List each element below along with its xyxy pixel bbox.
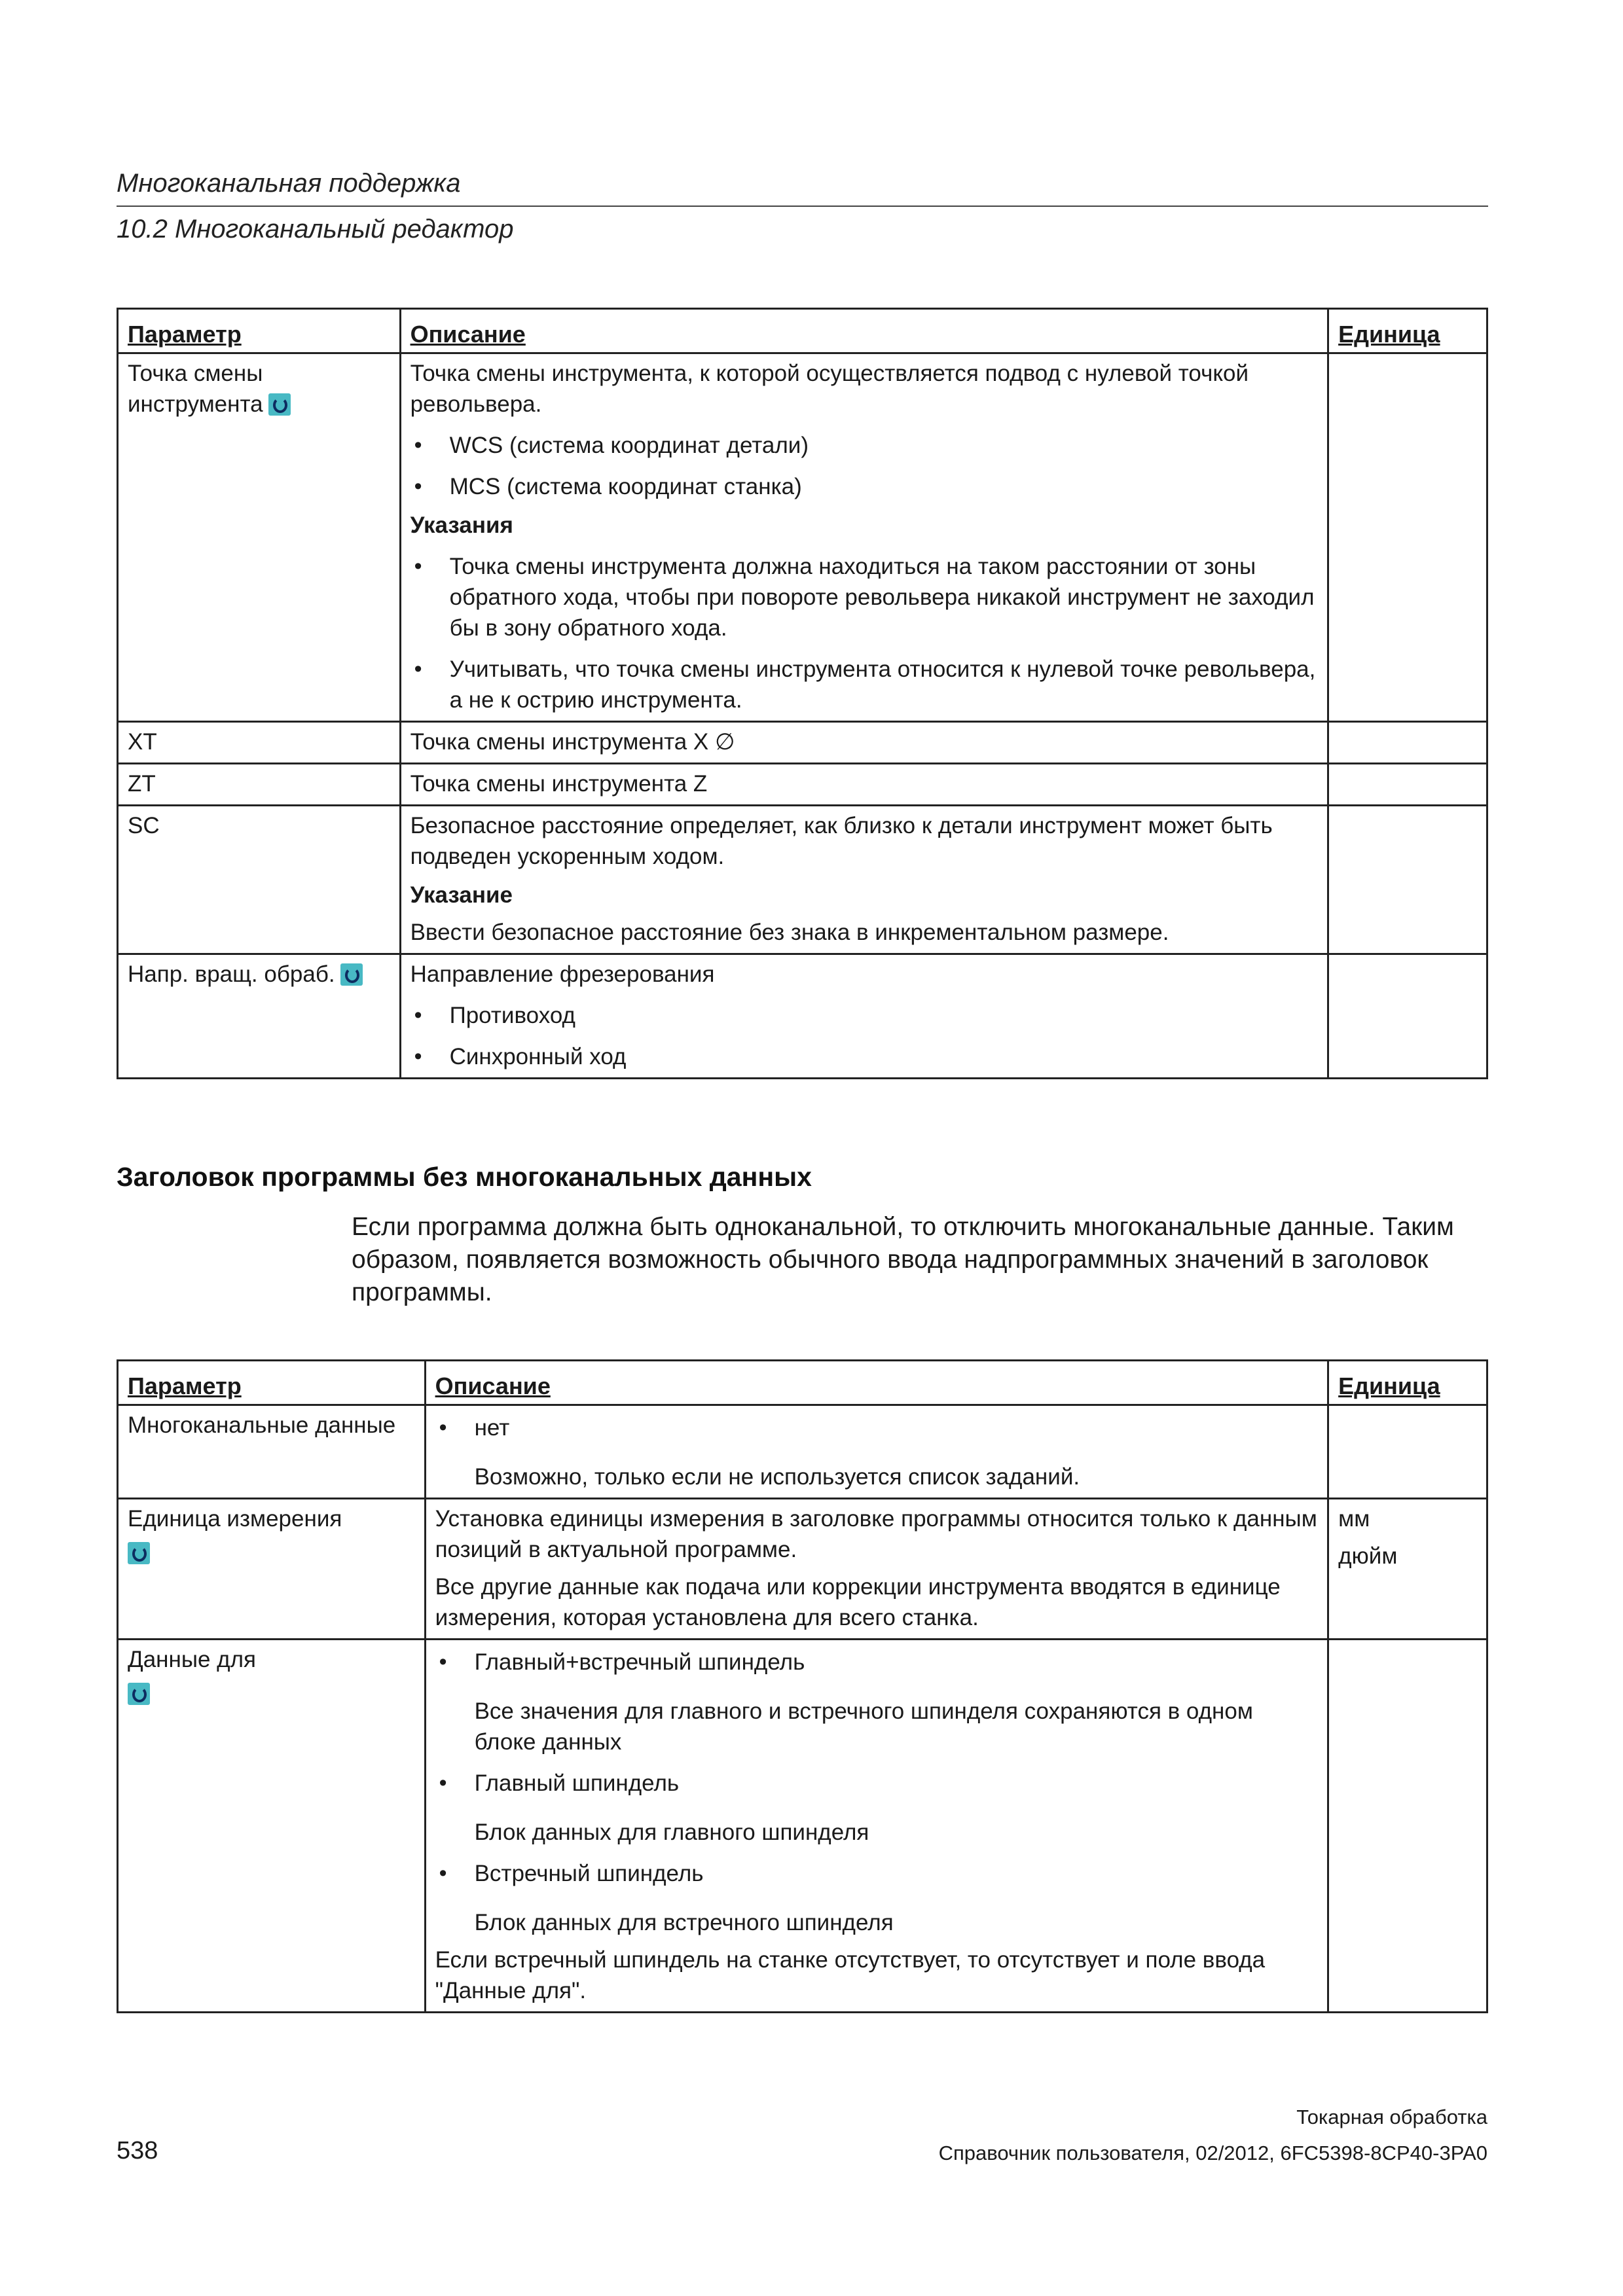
- list-item-text: Учитывать, что точка смены инструмента относится к нулевой точке револьвера, а не к острию инструмента.: [449, 656, 1316, 713]
- desc-text: Безопасное расстояние определяет, как близко к детали инструмент может быть подведен ускоренным ходом.: [410, 813, 1273, 869]
- desc-text: Установка единицы измерения в заголовке программы относится только к данным позиций в актуальной программе.: [435, 1506, 1317, 1562]
- table-row: [118, 1640, 1487, 2013]
- param-cell: ZT: [118, 764, 401, 806]
- toggle-icon[interactable]: [128, 1683, 150, 1705]
- bullet-icon: •: [439, 1861, 447, 1886]
- bullet-icon: •: [414, 554, 422, 579]
- desc-cell: [400, 353, 1328, 722]
- desc-cell: [425, 1405, 1328, 1499]
- list-item-text: нет: [474, 1415, 510, 1441]
- desc-text: Точка смены инструмента, к которой осуществляется подвод с нулевой точкой револьвера.: [410, 361, 1249, 417]
- table-row: [118, 954, 1487, 1079]
- sub-text: Блок данных для главного шпинделя: [474, 1820, 869, 1845]
- header-rule: [117, 206, 1488, 207]
- note-text: Ввести безопасное расстояние без знака в инкрементальном размере.: [410, 920, 1169, 945]
- table-row: [118, 806, 1487, 954]
- list-item-text: Главный+встречный шпиндель: [474, 1649, 805, 1675]
- footer-reference: Справочник пользователя, 02/2012, 6FC5398-8CP40-3PA0: [938, 2142, 1487, 2164]
- parameter-table-1: [117, 308, 1488, 1079]
- table-header-row: [118, 1361, 1487, 1405]
- unit-cell: [1328, 764, 1487, 806]
- param-name: Напр. вращ. обраб.: [128, 961, 335, 987]
- header-param: Параметр: [118, 1361, 426, 1405]
- header-param: Параметр: [118, 309, 401, 353]
- param-name: Данные для: [128, 1647, 256, 1672]
- section-text: Если программа должна быть одноканальной, то отключить многоканальные данные. Таким образом, появляется возможность обычного ввода надпрограммных значений в заголовок программы.: [352, 1213, 1454, 1306]
- toggle-icon[interactable]: [268, 393, 291, 416]
- footer-title: Токарная обработка: [1296, 2106, 1487, 2128]
- bullet-icon: •: [439, 1770, 447, 1795]
- list-item: [410, 1041, 1319, 1072]
- param-cell: [118, 353, 401, 722]
- param-cell: SC: [118, 806, 401, 954]
- unit-cell: [1328, 1405, 1487, 1499]
- desc-text: Все другие данные как подача или коррекции инструмента вводятся в единице измерения, которая установлена для всего станка.: [435, 1574, 1281, 1630]
- bullet-icon: •: [414, 474, 422, 499]
- toggle-icon[interactable]: [128, 1542, 150, 1564]
- section-title: Заголовок программы без многоканальных данных: [117, 1162, 812, 1192]
- unit-cell: [1328, 954, 1487, 1079]
- parameter-table-2: [117, 1359, 1488, 2013]
- desc-cell: [425, 1640, 1328, 2013]
- bullet-icon: •: [414, 1003, 422, 1028]
- desc-text: Если встречный шпиндель на станке отсутствует, то отсутствует и поле ввода "Данные для".: [435, 1947, 1266, 2003]
- table-row: [118, 722, 1487, 764]
- page-number: 538: [117, 2137, 158, 2164]
- unit-cell: [1328, 353, 1487, 722]
- list-item: [435, 1412, 1319, 1443]
- list-item-text: Синхронный ход: [449, 1044, 627, 1069]
- desc-cell: Точка смены инструмента X ∅: [400, 722, 1328, 764]
- list-item: [435, 1768, 1319, 1799]
- param-cell: [118, 1499, 426, 1640]
- param-cell: [118, 954, 401, 1079]
- page-header: [117, 165, 1488, 247]
- unit-cell: [1328, 806, 1487, 954]
- bullet-icon: •: [414, 433, 422, 457]
- header-desc: Описание: [425, 1361, 1328, 1405]
- desc-cell: [400, 806, 1328, 954]
- unit-cell: [1328, 722, 1487, 764]
- list-item: [410, 471, 1319, 502]
- desc-cell: Точка смены инструмента Z: [400, 764, 1328, 806]
- table-row: [118, 353, 1487, 722]
- list-item: [410, 654, 1319, 715]
- list-item: [410, 430, 1319, 461]
- unit-value: мм: [1338, 1506, 1370, 1532]
- bullet-icon: •: [414, 1044, 422, 1069]
- header-unit: Единица: [1328, 309, 1487, 353]
- note-title: Указания: [410, 512, 513, 538]
- table-header-row: [118, 309, 1487, 353]
- desc-cell: [425, 1499, 1328, 1640]
- list-item-text: Встречный шпиндель: [474, 1861, 704, 1886]
- param-cell: XT: [118, 722, 401, 764]
- sub-text: Блок данных для встречного шпинделя: [474, 1910, 894, 1935]
- table-row: [118, 764, 1487, 806]
- desc-cell: [400, 954, 1328, 1079]
- param-cell: Многоканальные данные: [118, 1405, 426, 1499]
- note-title: Указание: [410, 882, 513, 908]
- bullet-icon: •: [439, 1415, 447, 1440]
- list-item-text: MCS (система координат станка): [449, 474, 802, 499]
- param-name: Единица измерения: [128, 1506, 342, 1532]
- toggle-icon[interactable]: [340, 963, 363, 986]
- param-cell: [118, 1640, 426, 2013]
- bullet-icon: •: [439, 1649, 447, 1674]
- param-name: Точка смены инструмента: [128, 361, 263, 417]
- list-item: [435, 1858, 1319, 1889]
- table-row: [118, 1499, 1487, 1640]
- header-desc: Описание: [400, 309, 1328, 353]
- list-item-text: Главный шпиндель: [474, 1770, 680, 1796]
- desc-text: Направление фрезерования: [410, 961, 715, 987]
- sub-text: Все значения для главного и встречного шпинделя сохраняются в одном блоке данных: [474, 1698, 1253, 1755]
- list-item: [435, 1647, 1319, 1677]
- list-item-text: Точка смены инструмента должна находиться на таком расстоянии от зоны обратного хода, чтобы при повороте револьвера никакой инструмент не заходил бы в зону обратного хода.: [449, 554, 1315, 641]
- unit-cell: [1328, 1640, 1487, 2013]
- list-item: [410, 1000, 1319, 1031]
- table-row: [118, 1405, 1487, 1499]
- unit-value: дюйм: [1338, 1543, 1398, 1569]
- list-item: [410, 551, 1319, 643]
- list-item-text: Противоход: [449, 1003, 575, 1028]
- list-item-text: WCS (система координат детали): [449, 433, 809, 458]
- section-heading: 10.2 Многоканальный редактор: [117, 215, 514, 243]
- bullet-icon: •: [414, 656, 422, 681]
- chapter-title: Многоканальная поддержка: [117, 169, 461, 198]
- sub-text: Возможно, только если не используется список заданий.: [474, 1464, 1080, 1490]
- unit-cell: [1328, 1499, 1487, 1640]
- header-unit: Единица: [1328, 1361, 1487, 1405]
